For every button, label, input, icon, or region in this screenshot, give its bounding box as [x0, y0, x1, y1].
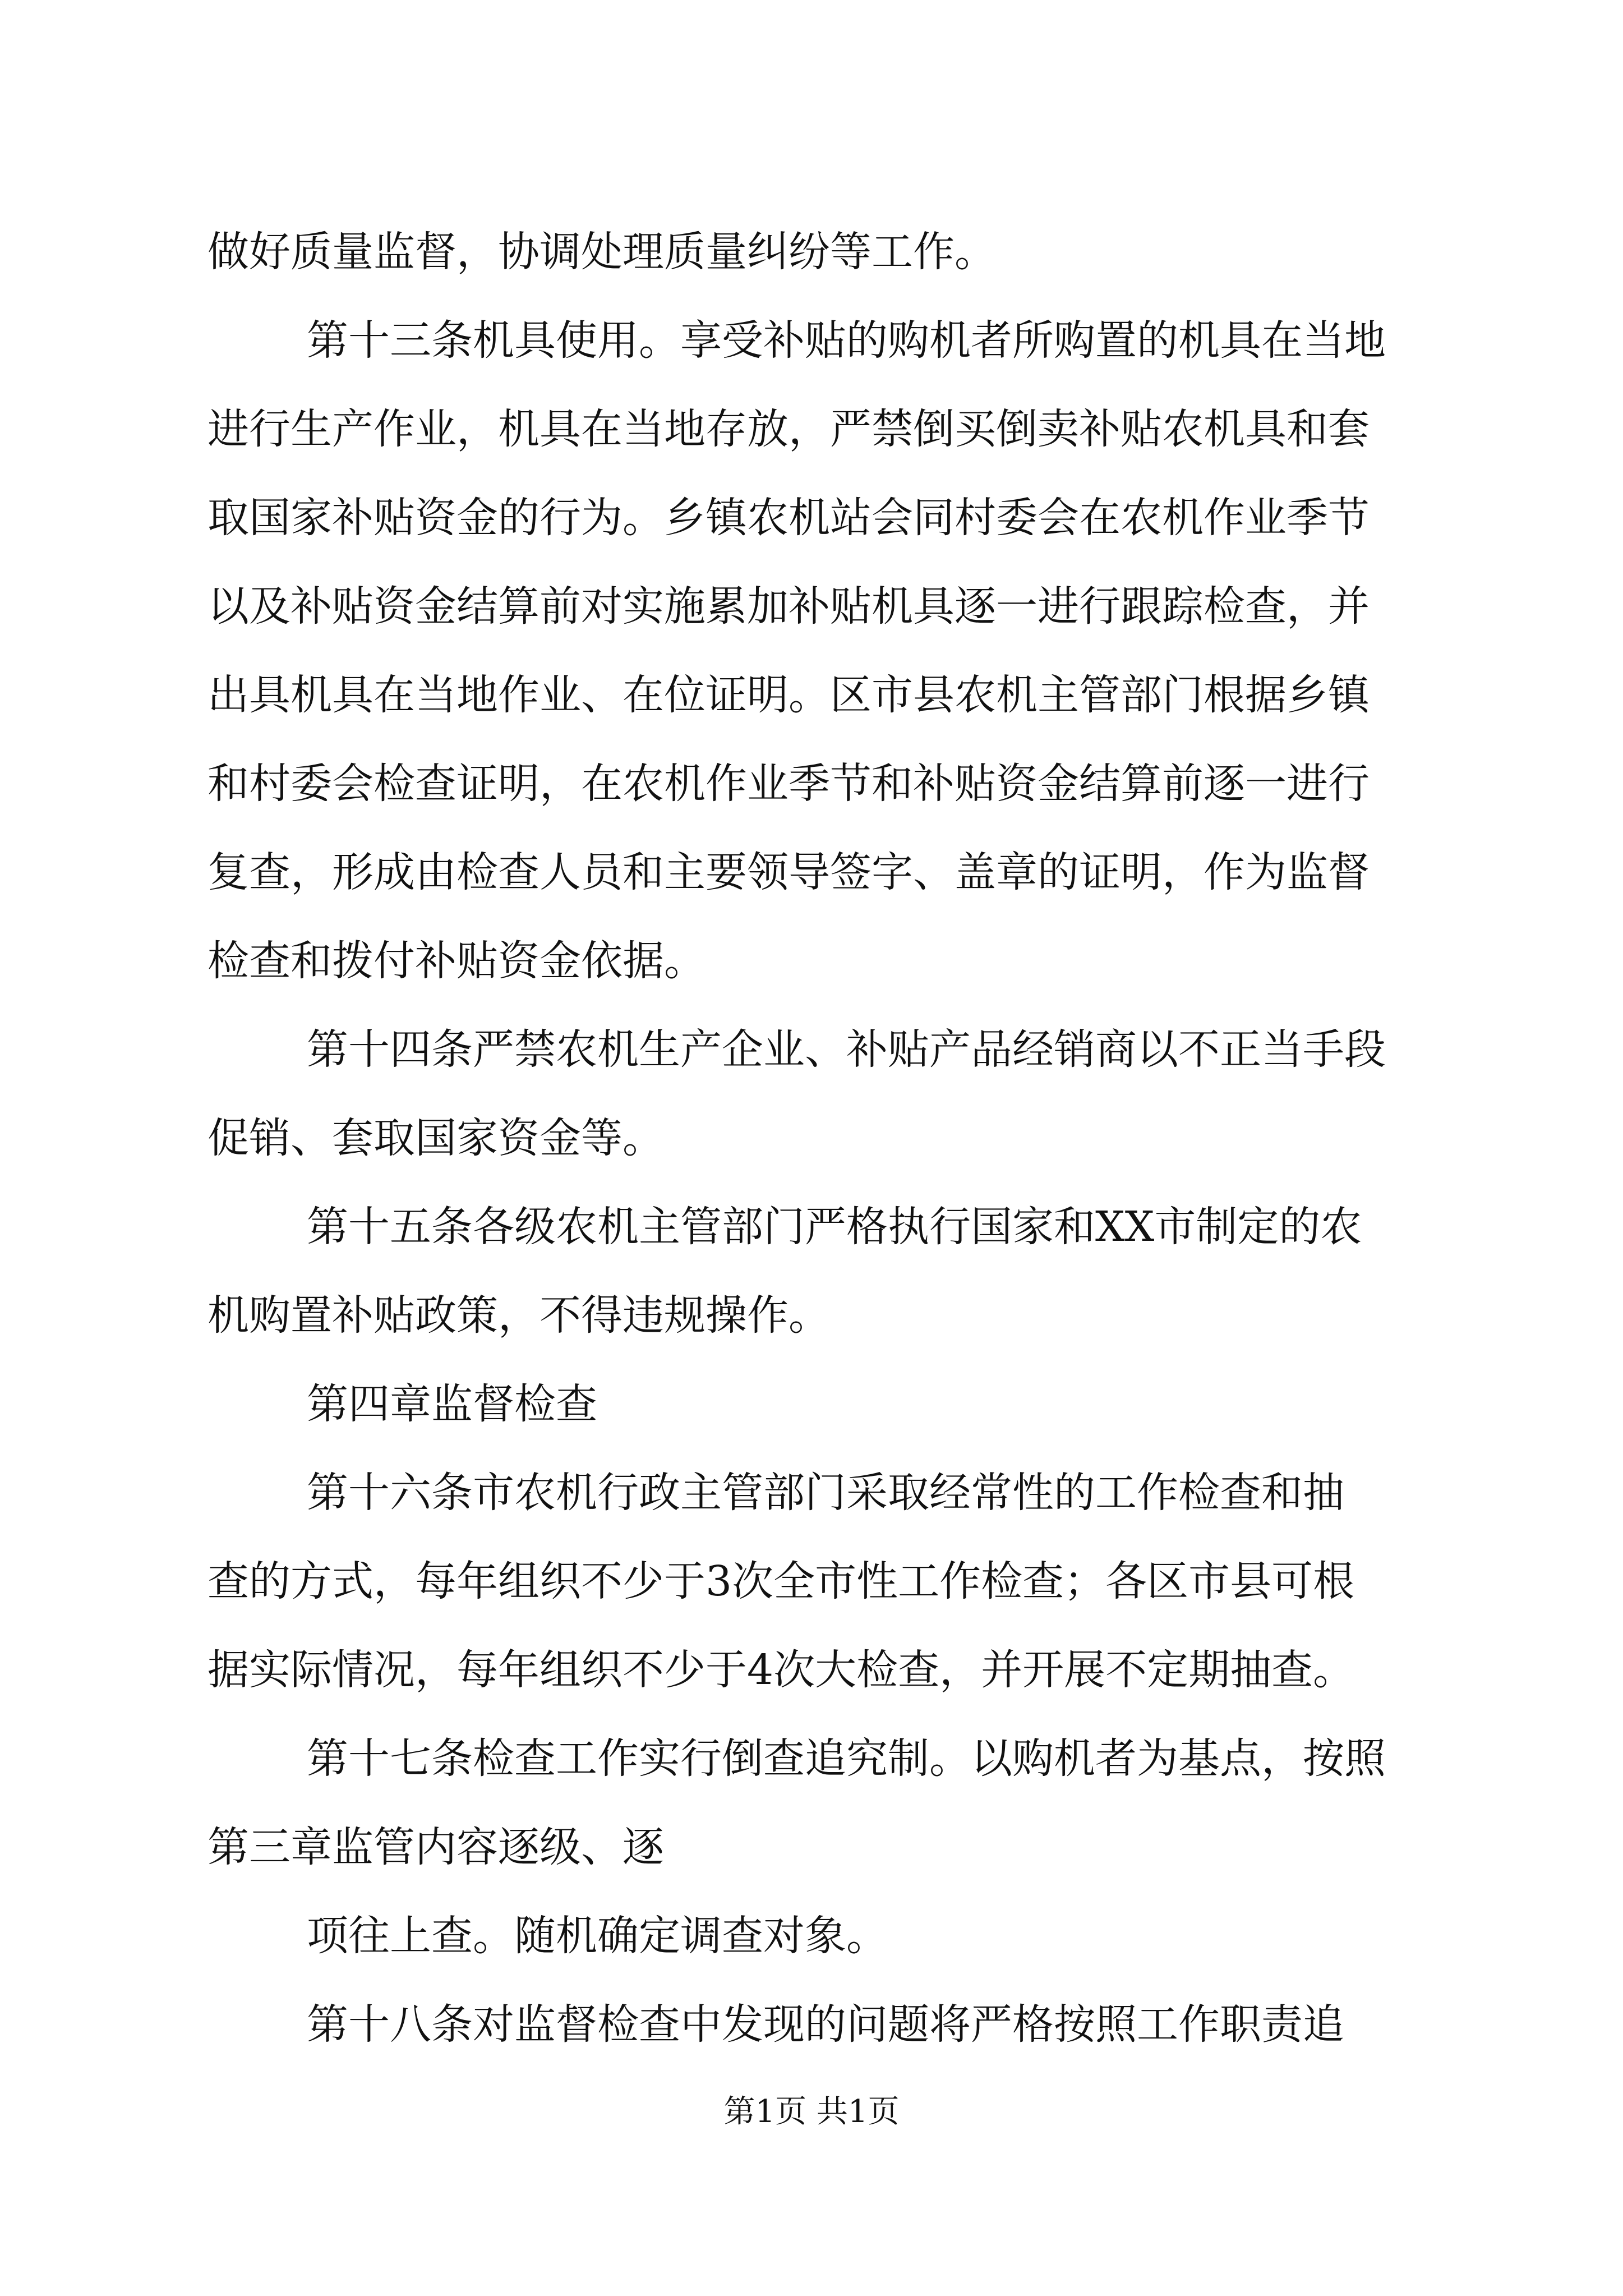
text-line: 复查，形成由检查人员和主要领导签字、盖章的证明，作为监督: [208, 848, 1370, 896]
text-line: 取国家补贴资金的行为。乡镇农机站会同村委会在农机作业季节: [208, 494, 1370, 542]
text-line: 和村委会检查证明，在农机作业季节和补贴资金结算前逐一进行: [208, 760, 1370, 808]
text-line: 第十七条检查工作实行倒查追究制。以购机者为基点，按照: [307, 1734, 1386, 1783]
text-line: 检查和拨付补贴资金依据。: [208, 937, 706, 985]
text-line: 项往上查。随机确定调查对象。: [307, 1912, 888, 1960]
page-footer: 第1页 共1页: [723, 2093, 900, 2130]
text-line: 第十三条机具使用。享受补贴的购机者所购置的机具在当地: [307, 316, 1386, 365]
document-body: [208, 208, 1424, 2069]
text-line: 进行生产作业，机具在当地存放，严禁倒买倒卖补贴农机具和套: [208, 405, 1370, 453]
text-line: 机购置补贴政策，不得违规操作。: [208, 1291, 830, 1340]
text-line: 查的方式，每年组织不少于3次全市性工作检查；各区市县可根: [208, 1557, 1355, 1605]
text-line: 第十四条严禁农机生产企业、补贴产品经销商以不正当手段: [307, 1025, 1386, 1074]
text-line: 第十六条市农机行政主管部门采取经常性的工作检查和抽: [307, 1469, 1344, 1517]
text-line: 促销、套取国家资金等。: [208, 1114, 664, 1162]
text-line: 第十八条对监督检查中发现的问题将严格按照工作职责追: [307, 2000, 1344, 2049]
text-line: 做好质量监督，协调处理质量纠纷等工作。: [208, 228, 996, 276]
text-line: 第四章监督检查: [307, 1380, 597, 1428]
text-line: 第三章监管内容逐级、逐: [208, 1823, 664, 1871]
text-line: 以及补贴资金结算前对实施累加补贴机具逐一进行跟踪检查，并: [208, 582, 1370, 631]
text-line: 第十五条各级农机主管部门严格执行国家和XX市制定的农: [307, 1203, 1362, 1251]
text-line: 据实际情况，每年组织不少于4次大检查，并开展不定期抽查。: [208, 1646, 1355, 1694]
text-line: 出具机具在当地作业、在位证明。区市县农机主管部门根据乡镇: [208, 671, 1370, 719]
